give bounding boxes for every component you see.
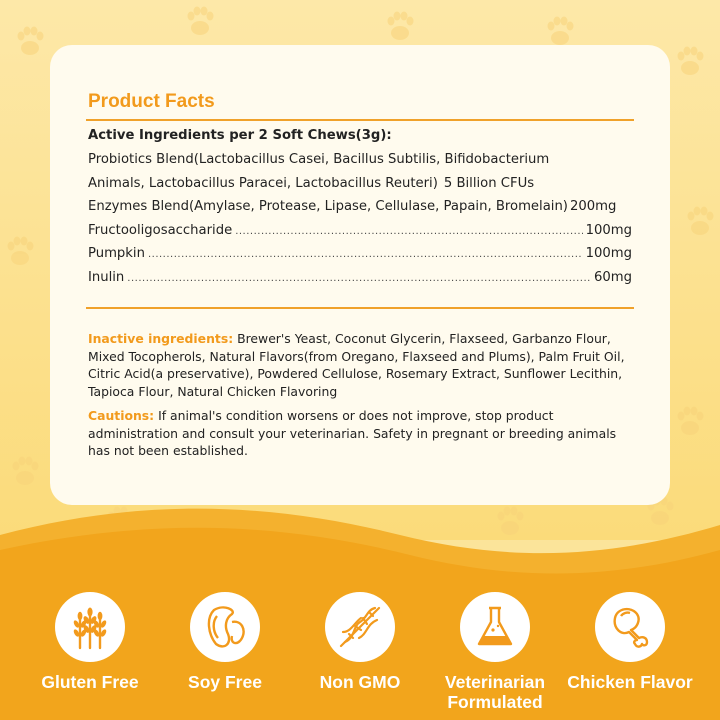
inactive-ingredients-label: Inactive ingredients: [88, 331, 234, 346]
paw-print-shape [681, 61, 699, 75]
badge-circle [325, 592, 395, 662]
product-facts-card [50, 45, 670, 505]
paw-print-shape [18, 32, 25, 41]
ingredient-name: Animals, Lactobacillus Paracei, Lactobacillus Reuteri) [88, 175, 438, 191]
paw-print-shape [701, 207, 708, 216]
badge-circle [595, 592, 665, 662]
ingredient-name: Fructooligosaccharide [88, 222, 233, 238]
ingredient-amount: 200mg [569, 199, 617, 214]
badge-label: Chicken Flavor [567, 672, 693, 692]
ingredient-name: Enzymes Blend(Amylase, Protease, Lipase, Cellulase, Papain, Bromelain) [88, 199, 568, 214]
paw-print-shape [13, 462, 20, 471]
paw-print-shape [688, 212, 695, 221]
paw-print-shape [21, 237, 28, 246]
paw-print-shape [407, 17, 414, 26]
ingredient-row [88, 266, 632, 290]
badge-veterinarian-formulated [425, 592, 565, 712]
badge-soy-free [155, 592, 295, 692]
paw-print-shape [188, 12, 195, 21]
paw-print-shape [697, 52, 704, 61]
badge-label-line: Veterinarian [444, 672, 546, 692]
paw-print-shape [394, 12, 401, 21]
badge-gluten-free [20, 592, 160, 692]
cautions-label: Cautions: [88, 408, 155, 423]
paw-print-shape [691, 407, 698, 416]
badge-label: Non GMO [319, 672, 401, 692]
badge-label: Soy Free [188, 672, 262, 692]
paw-print-shape [401, 12, 408, 21]
paw-print-shape [684, 407, 691, 416]
paw-print-shape [391, 26, 409, 40]
probiotics-line-1: Probiotics Blend(Lactobacillus Casei, Bacillus Subtilis, Bifidobacterium [88, 152, 550, 167]
badge-circle [460, 592, 530, 662]
chicken-leg-icon [607, 604, 653, 650]
ingredient-amount: 5 Billion CFUs [443, 175, 535, 191]
paw-print-shape [27, 242, 34, 251]
ingredient-row [88, 172, 535, 196]
paw-print-shape [697, 412, 704, 421]
ingredient-name: Inulin [88, 269, 125, 285]
wheat-icon [67, 604, 113, 650]
inactive-ingredients-text: Brewer's Yeast, Coconut Glycerin, Flaxseed, Garbanzo Flour, Mixed Tocopherols, Natural Flavors(from Oregano, Flaxseed and Plums), Palm Fruit Oil, Citric Acid(a preservative), Powdered Cellulose, Rosemary Extract, Sunflower Lecithin, Tapioca Flour, Natural Chicken Flavoring [88, 331, 625, 399]
paw-print-shape [691, 47, 698, 56]
paw-print-shape [684, 47, 691, 56]
paw-print-shape [191, 21, 209, 35]
paw-print-shape [548, 22, 555, 31]
paw-print-shape [691, 221, 709, 235]
paw-print-shape [24, 27, 31, 36]
divider [86, 307, 634, 309]
page-title: Product Facts [88, 91, 215, 112]
dna-icon [337, 604, 383, 650]
ingredient-amount: 100mg [585, 246, 632, 261]
paw-print-shape [551, 31, 569, 45]
badge-chicken-flavor [560, 592, 700, 692]
badge-label: Gluten Free [41, 672, 139, 692]
inactive-ingredients [88, 330, 640, 400]
paw-print-shape [8, 242, 15, 251]
badge-label [425, 672, 565, 712]
soybean-icon [202, 604, 248, 650]
cautions-text: If animal's condition worsens or does not improve, stop product administration and consult your veterinarian. Safety in pregnant or breeding animals has not been established. [88, 408, 617, 458]
ingredient-amount: 60mg [594, 269, 632, 285]
paw-print-shape [554, 17, 561, 26]
badge-circle [190, 592, 260, 662]
paw-print-shape [32, 462, 39, 471]
ingredient-name: Pumpkin [88, 246, 145, 261]
paw-print-shape [16, 471, 34, 485]
active-ingredients [88, 126, 632, 289]
feature-badges [0, 592, 720, 720]
ingredient-row [88, 219, 632, 243]
leader-dots [127, 267, 591, 291]
ingredient-row [88, 242, 632, 266]
paw-print-shape [694, 207, 701, 216]
paw-print-shape [26, 457, 33, 466]
paw-print-shape [561, 17, 568, 26]
paw-print-shape [14, 237, 21, 246]
ingredient-row [88, 195, 632, 219]
active-ingredients-heading: Active Ingredients per 2 Soft Chews(3g): [88, 128, 392, 143]
leader-dots [235, 220, 582, 244]
paw-print-shape [567, 22, 574, 31]
paw-print-shape [678, 412, 685, 421]
paw-print-shape [678, 52, 685, 61]
badge-label-line: Formulated [447, 692, 543, 712]
divider [86, 119, 634, 121]
leader-dots [148, 243, 583, 267]
paw-print-shape [19, 457, 26, 466]
paw-print-shape [388, 17, 395, 26]
badge-circle [55, 592, 125, 662]
cautions [88, 407, 640, 460]
paw-print-shape [37, 32, 44, 41]
flask-icon [472, 604, 518, 650]
paw-print-shape [707, 212, 714, 221]
paw-print-shape [11, 251, 29, 265]
paw-print-shape [207, 12, 214, 21]
paw-print-shape [681, 421, 699, 435]
paw-print-shape [21, 41, 39, 55]
paw-print-shape [31, 27, 38, 36]
ingredient-amount: 100mg [585, 222, 632, 238]
badge-non-gmo [290, 592, 430, 692]
paw-print-shape [201, 7, 208, 16]
paw-print-shape [194, 7, 201, 16]
